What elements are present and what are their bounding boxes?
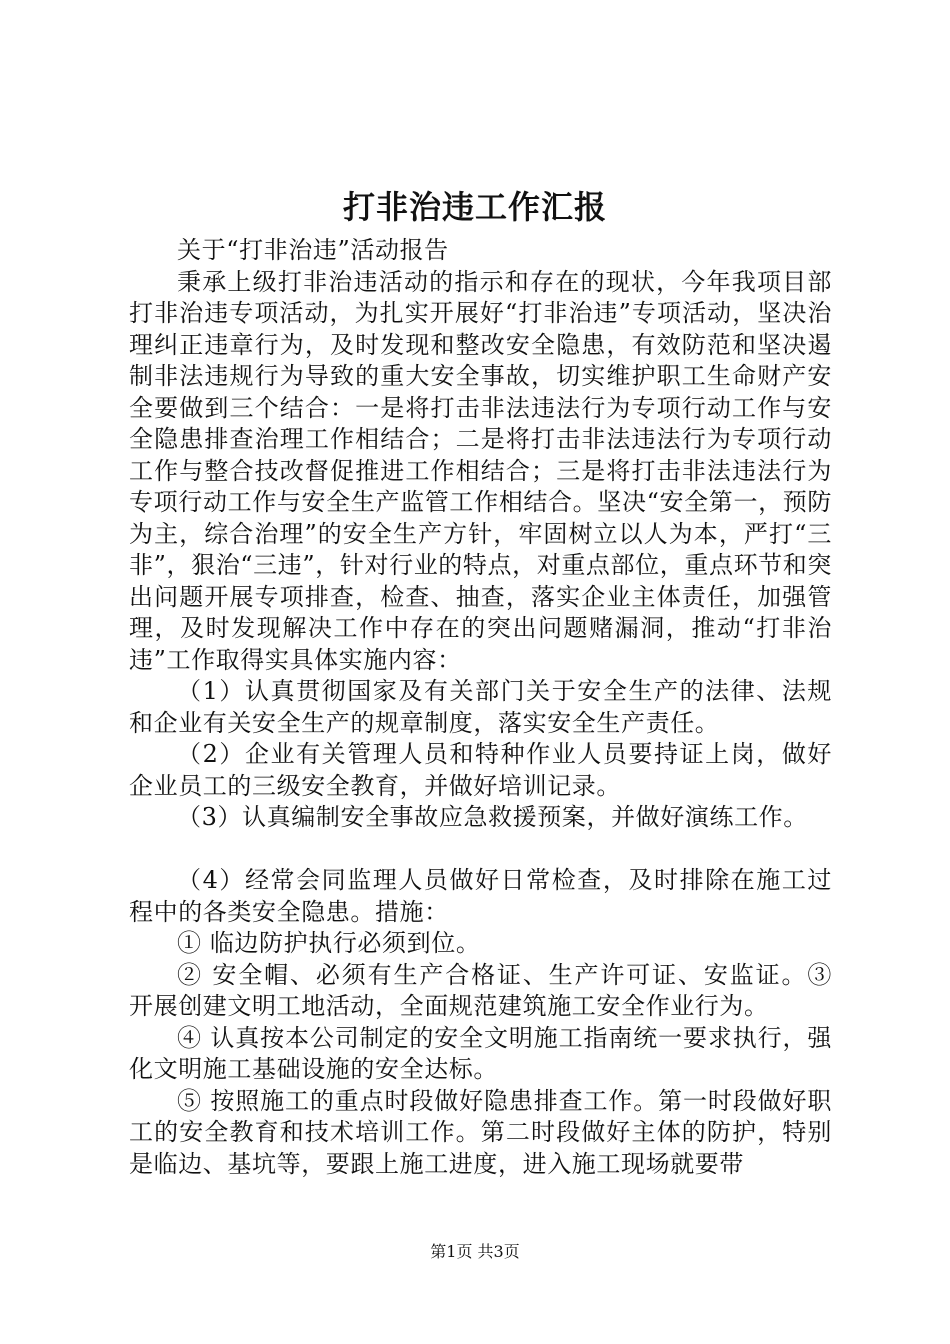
item-2-paragraph: （2）企业有关管理人员和特种作业人员要持证上岗，做好企业员工的三级安全教育，并做好培训记录。 [129,740,832,800]
measure-2-3-paragraph: ② 安全帽、必须有生产合格证、生产许可证、安监证。③ 开展创建文明工地活动，全面规范建筑施工安全作业行为。 [129,960,832,1020]
measure-4-paragraph: ④ 认真按本公司制定的安全文明施工指南统一要求执行，强化文明施工基础设施的安全达标。 [129,1023,832,1083]
document-title: 打非治违工作汇报 [342,188,607,226]
item-1-paragraph: （1）认真贯彻国家及有关部门关于安全生产的法律、法规和企业有关安全生产的规章制度，落实安全生产责任。 [129,677,832,737]
report-subtitle: 关于“打非治违”活动报告 [177,236,449,264]
measure-5-paragraph: ⑤ 按照施工的重点时段做好隐患排查工作。第一时段做好职工的安全教育和技术培训工作。第二时段做好主体的防护，特别是临边、基坑等，要跟上施工进度，进入施工现场就要带 [129,1086,832,1178]
measure-1-paragraph: ① 临边防护执行必须到位。 [177,929,481,957]
blank-line [129,834,832,866]
document-body [129,235,832,1180]
page-footer: 第1页 共3页 [430,1242,520,1261]
item-3-paragraph: （3）认真编制安全事故应急救援预案，并做好演练工作。 [177,803,808,831]
intro-paragraph: 秉承上级打非治违活动的指示和存在的现状，今年我项目部打非治违专项活动，为扎实开展好“打非治违”专项活动，坚决治理纠正违章行为，及时发现和整改安全隐患，有效防范和坚决遏制非法违规行为导致的重大安全事故，切实维护职工生命财产安全要做到三个结合：一是将打击非法违法行为专项行动工作与安全隐患排查治理工作相结合；二是将打击非法违法行为专项行动工作与整合技改督促推进工作相结合；三是将打击非法违法行为专项行动工作与安全生产监管工作相结合。坚决“安全第一，预防为主，综合治理”的安全生产方针，牢固树立以人为本，严打“三非”，狠治“三违”，针对行业的特点，对重点部位，重点环节和突出问题开展专项排查，检查、抽查，落实企业主体责任，加强管理，及时发现解决工作中存在的突出问题赌漏洞，推动“打非治违”工作取得实具体实施内容： [129,267,832,674]
item-4-paragraph: （4）经常会同监理人员做好日常检查，及时排除在施工过程中的各类安全隐患。措施： [129,866,832,926]
